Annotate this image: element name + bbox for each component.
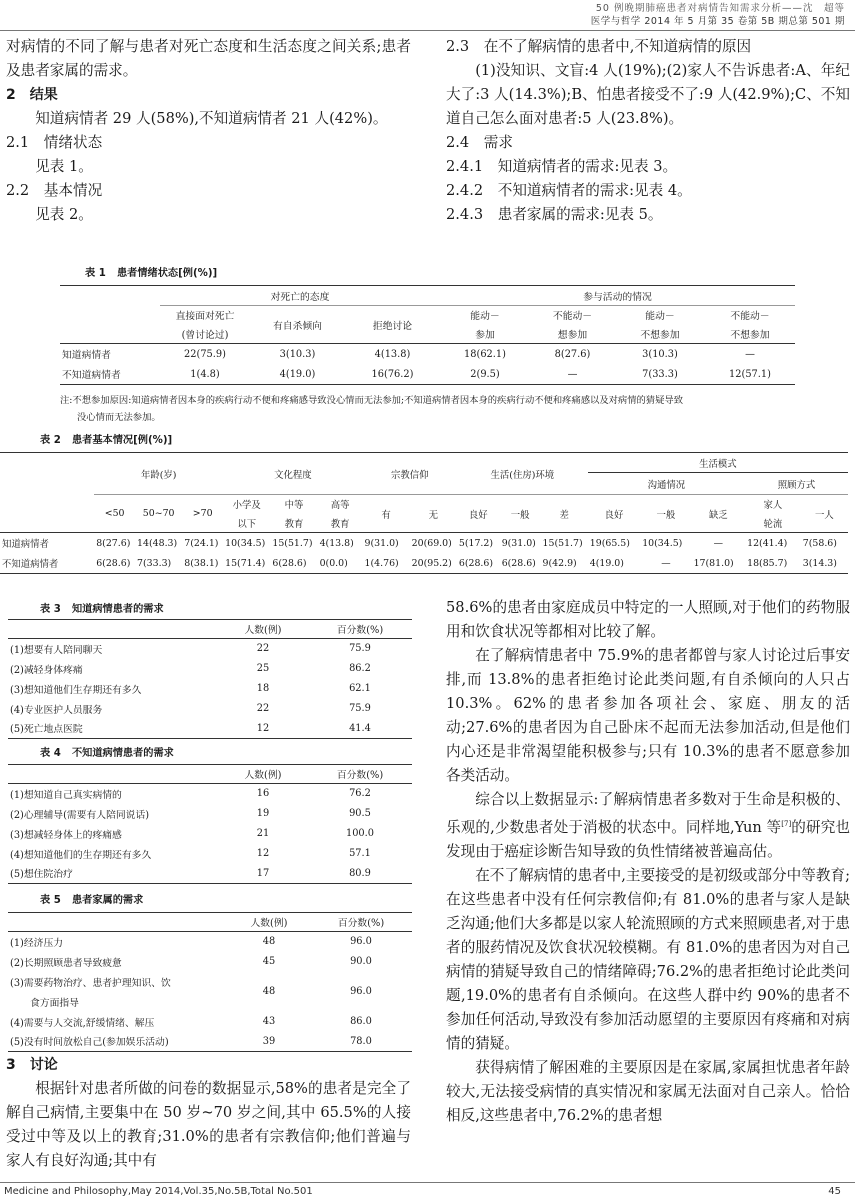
column-header: 教育 bbox=[330, 518, 350, 530]
left-column-top bbox=[6, 35, 411, 227]
table-row: (1)想要有人陪同聊天 22 75.9 bbox=[10, 643, 371, 656]
table-title: 不知道病情患者的需求 bbox=[72, 748, 174, 759]
table-row: 不知道病情者 1(4.8) 4(19.0) 16(76.2) 2(9.5) — 7(33.3) 12(57.1) bbox=[60, 365, 795, 385]
subsection-heading: 2.2 基本情况 bbox=[6, 182, 103, 199]
table-informed-needs bbox=[8, 619, 412, 739]
table-row: (2)长期照顾患者导致疲惫 45 90.0 bbox=[10, 956, 372, 969]
column-group-header: 宗教信仰 bbox=[390, 469, 429, 481]
page-number: 45 bbox=[828, 1186, 841, 1197]
header-rule bbox=[0, 30, 855, 31]
column-header: 缺乏 bbox=[692, 495, 746, 533]
column-group-header: 生活模式 bbox=[588, 453, 848, 473]
paragraph: 见表 1。 bbox=[35, 158, 93, 175]
table-row: (5)没有时间放松自己(参加娱乐活动) 39 78.0 bbox=[8, 1032, 412, 1052]
column-header: 一般 bbox=[640, 495, 691, 533]
column-header: 有 bbox=[363, 495, 410, 533]
column-header: 人数(例) bbox=[244, 625, 282, 636]
table-number: 表 2 bbox=[40, 435, 61, 446]
column-group-header: 对死亡的态度 bbox=[270, 291, 330, 303]
column-header: (曾讨论过) bbox=[181, 329, 229, 341]
column-header: 百分数(%) bbox=[336, 625, 384, 636]
column-header: 良好 bbox=[457, 495, 500, 533]
column-header: 百分数(%) bbox=[336, 770, 384, 781]
section-heading: 3 讨论 bbox=[6, 1057, 58, 1073]
left-column-bottom bbox=[6, 1053, 411, 1173]
table-row: (2)心理辅导(需要有人陪同说话) 19 90.5 bbox=[10, 808, 371, 821]
table-title: 患者家属的需求 bbox=[72, 895, 144, 906]
column-header: 能动－ bbox=[615, 306, 705, 325]
table-row: 知道病情者 22(75.9) 3(10.3) 4(13.8) 18(62.1) 8(27.6) 3(10.3) — bbox=[62, 348, 755, 362]
paragraph: (1)没知识、文盲:4 人(19%);(2)家人不告诉患者:A、年纪大了:3 人(14.3%);B、怕患者接受不了:9 人(42.9%);C、不知道自己怎么面对患者:5 人(23.8%)。 bbox=[446, 62, 850, 127]
column-subgroup-header: 照顾方式 bbox=[777, 479, 816, 491]
table-row: 知道病情者 8(27.6) 14(48.3) 7(24.1) 10(34.5) 15(51.7) 4(13.8) 9(31.0) 20(69.0) 5(17.2) 9(31.0) 15(51.7) 19(65.5) 10(34.5) — 12(41.4) 7(58.6) bbox=[2, 537, 837, 551]
column-header: 中等 bbox=[270, 495, 317, 514]
column-header: 能动－ bbox=[440, 306, 530, 325]
table-uninformed-needs bbox=[8, 764, 412, 884]
table-row: (4)专业医护人员服务 22 75.9 bbox=[10, 703, 371, 716]
table-caption bbox=[40, 744, 174, 759]
column-header: 一人 bbox=[801, 495, 848, 533]
table-row: (5)死亡地点医院 12 41.4 bbox=[8, 719, 412, 739]
paragraph: 知道病情者 29 人(58%),不知道病情者 21 人(42%)。 bbox=[35, 110, 388, 127]
subsection-heading: 2.4 需求 bbox=[446, 134, 513, 151]
table-row: (2)减轻身体疼痛 25 86.2 bbox=[10, 663, 371, 676]
column-header: 50~70 bbox=[135, 495, 182, 533]
paragraph: 58.6%的患者由家庭成员中特定的一人照顾,对于他们的药物服用和饮食状况等都相对比较了解。 bbox=[446, 599, 850, 640]
column-header: 直接面对死亡 bbox=[160, 306, 250, 325]
table-row: 不知道病情者 6(28.6) 7(33.3) 8(38.1) 15(71.4) 6(28.6) 0(0.0) 1(4.76) 20(95.2) 6(28.6) 6(28.6) 9(42.9) 4(19.0) — 17(81.0) 18(85.7) 3(14.3) bbox=[0, 554, 848, 574]
column-group-header: 年龄(岁) bbox=[140, 469, 177, 481]
table-basic-info bbox=[0, 452, 848, 574]
column-header: 参加 bbox=[475, 329, 495, 341]
table-caption bbox=[40, 431, 172, 446]
table-note: 注:不想参加原因:知道病情者因本身的疾病行动不便和疼痛感导致没心情而无法参加;不知道病情者因本身的疾病行动不便和疼痛感以及对病情的猜疑导致 没心情而无法参加。 bbox=[60, 395, 683, 423]
table-number: 表 4 bbox=[40, 748, 61, 759]
paragraph: 在了解病情患者中 75.9%的患者都曾与家人讨论过后事安排,而 13.8%的患者拒绝讨论此类问题,有自杀倾向的人只占 10.3%。62%的患者参加各项社会、家庭、朋友的活动;27.6%的患者因为自己卧床不起而无法参加活动,但是他们内心还是非常渴望能积极参与;只有 10.3%的患者不愿意参加各类活动。 bbox=[446, 647, 850, 784]
paragraph: 根据针对患者所做的问卷的数据显示,58%的患者是完全了解自己病情,主要集中在 50 岁~70 岁之间,其中 65.5%的人接受过中等及以上的教育;31.0%的患者有宗教信仰;他们普遍与家人有良好沟通;其中有 bbox=[6, 1080, 411, 1169]
column-header: 差 bbox=[541, 495, 588, 533]
column-header: 不能动－ bbox=[530, 306, 615, 325]
table-row: (4)需要与人交流,舒缓情绪、解压 43 86.0 bbox=[10, 1016, 372, 1029]
column-header: 高等 bbox=[318, 495, 363, 514]
table-row: (3)需要药物治疗、患者护理知识、饮 48 96.0 bbox=[10, 977, 372, 997]
table-number: 表 3 bbox=[40, 604, 61, 615]
column-header: 一般 bbox=[500, 495, 541, 533]
column-group-header: 文化程度 bbox=[274, 469, 312, 481]
table-number: 表 5 bbox=[40, 895, 61, 906]
column-header: 不想参加 bbox=[730, 329, 770, 341]
table-row: (4)想知道他们的生存期还有多久 12 57.1 bbox=[10, 848, 371, 861]
column-header: 家人 bbox=[745, 495, 801, 514]
column-header: 人数(例) bbox=[244, 770, 282, 781]
subsection-heading: 2.4.1 知道病情者的需求:见表 3。 bbox=[446, 158, 678, 175]
right-column-top bbox=[446, 35, 850, 227]
table-caption bbox=[40, 891, 143, 906]
table-row: (3)想知道他们生存期还有多久 18 62.1 bbox=[10, 683, 371, 696]
column-header: 拒绝讨论 bbox=[345, 306, 440, 344]
column-group-header: 参与活动的情况 bbox=[583, 291, 652, 303]
table-title: 知道病情患者的需求 bbox=[72, 604, 164, 615]
column-header: 不能动－ bbox=[705, 306, 795, 325]
column-header: 想参加 bbox=[557, 329, 588, 341]
column-subgroup-header: 沟通情况 bbox=[647, 479, 686, 491]
column-header: <50 bbox=[94, 495, 135, 533]
paragraph: 见表 2。 bbox=[35, 206, 93, 223]
column-header: >70 bbox=[182, 495, 223, 533]
table-number: 表 1 bbox=[85, 268, 106, 279]
column-header: 无 bbox=[410, 495, 457, 533]
right-column-bottom bbox=[446, 596, 850, 1128]
table-family-needs: 人数(例) 百分数(%) (1)经济压力 48 96.0 (2)长期照顾患者导致疲惫 45 90.0 (3)需要药物治疗、患者护理知识、饮 48 96.0 食方面指导 (4)需要与人交流,舒缓情绪、解压 43 86.0 (5)没有时间放松自己(参加娱乐活动) 39 78.0 bbox=[8, 912, 412, 1052]
subsection-heading: 2.4.2 不知道病情者的需求:见表 4。 bbox=[446, 182, 692, 199]
column-header: 良好 bbox=[588, 495, 640, 533]
table-emotional-state bbox=[60, 285, 795, 385]
journal-info: 医学与哲学 2014 年 5 月第 35 卷第 5B 期总第 501 期 bbox=[590, 16, 845, 27]
running-title: 50 例晚期肺癌患者对病情告知需求分析——沈 超等 bbox=[595, 3, 845, 14]
paragraph: 在不了解病情的患者中,主要接受的是初级或部分中等教育;在这些患者中没有任何宗教信仰;有 81.0%的患者与家人是缺乏沟通;他们大多都是以家人轮流照顾的方式来照顾患者,对于患者的服药情况及饮食状况较模糊。有 81.0%的患者因为对自己病情的猜疑导致自己的情绪障碍;76.2%的患者拒绝讨论此类问题,19.0%的患者有自杀倾向。在这些人群中约 90%的患者不参加任何活动,导致没有参加活动愿望的主要原因有疼痛和对病情的猜疑。 bbox=[446, 866, 850, 1052]
table-caption bbox=[40, 600, 164, 615]
citation: [7] bbox=[781, 820, 792, 828]
column-header: 教育 bbox=[284, 518, 304, 530]
subsection-heading: 2.3 在不了解病情的患者中,不知道病情的原因 bbox=[446, 38, 752, 55]
column-header: 人数(例) bbox=[250, 918, 288, 929]
subsection-heading: 2.1 情绪状态 bbox=[6, 134, 103, 151]
table-title: 患者情绪状态[例(%)] bbox=[117, 268, 218, 279]
footer-journal: Medicine and Philosophy,May 2014,Vol.35,No.5B,Total No.501 bbox=[4, 1186, 313, 1197]
column-header: 有自杀倾向 bbox=[250, 306, 345, 344]
column-header: 小学及 bbox=[223, 495, 270, 514]
table-row: (5)想住院治疗 17 80.9 bbox=[8, 864, 412, 884]
table-caption bbox=[85, 264, 217, 279]
column-header: 轮流 bbox=[763, 518, 783, 530]
table-row: (1)经济压力 48 96.0 bbox=[10, 936, 372, 949]
column-header: 百分数(%) bbox=[337, 918, 385, 929]
column-header: 不想参加 bbox=[640, 329, 680, 341]
footer-rule bbox=[0, 1182, 855, 1183]
subsection-heading: 2.4.3 患者家属的需求:见表 5。 bbox=[446, 206, 663, 223]
section-heading: 2 结果 bbox=[6, 87, 58, 103]
paragraph: 获得病情了解困难的主要原因是在家属,家属担忧患者年龄较大,无法接受病情的真实情况和家属无法面对自己亲人。恰恰相反,这些患者中,76.2%的患者想 bbox=[446, 1058, 850, 1124]
column-group-header: 生活(住房)环境 bbox=[490, 469, 555, 481]
column-header: 以下 bbox=[237, 518, 257, 530]
paragraph: 综合以上数据显示:了解病情患者多数对于生命是积极的、乐观的,少数患者处于消极的状态中。同样地,Yun 等[7]的研究也发现由于癌症诊断告知导致的负性情绪被普遍高估。 bbox=[446, 791, 850, 860]
paragraph: 对病情的不同了解与患者对死亡态度和生活态度之间关系;患者及患者家属的需求。 bbox=[6, 38, 411, 79]
table-title: 患者基本情况[例(%)] bbox=[72, 435, 173, 446]
table-row: (3)想减轻身体上的疼痛感 21 100.0 bbox=[10, 828, 375, 841]
table-row: (1)想知道自己真实病情的 16 76.2 bbox=[10, 788, 371, 801]
